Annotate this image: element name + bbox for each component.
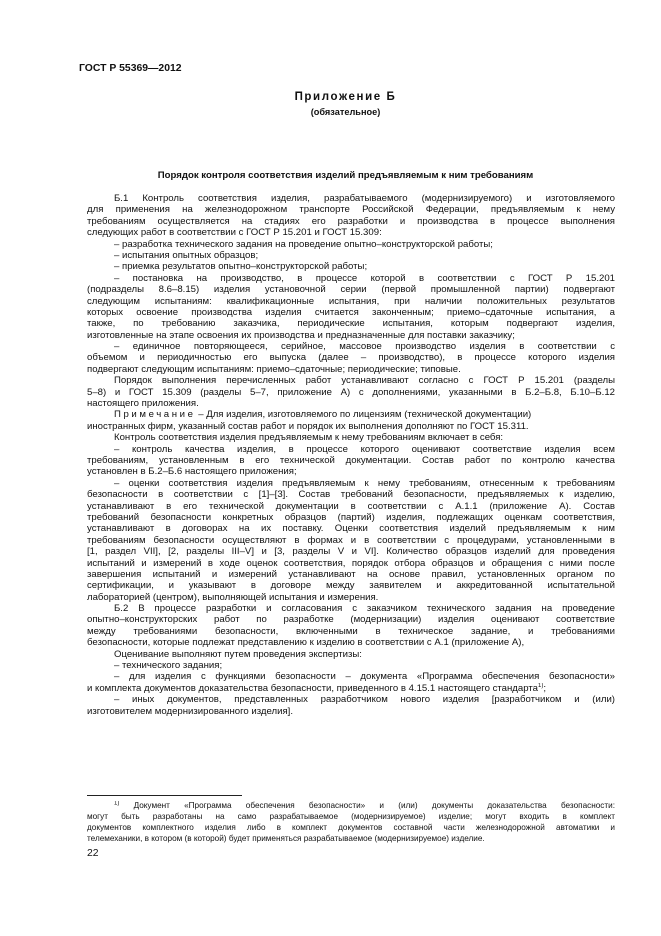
text-line: лабораторией (центром), выполняющей испытания и измерения. bbox=[87, 591, 379, 603]
text-line: требованиям, установленным в его технической документации. Состав работ по контролю качества bbox=[87, 454, 615, 466]
footnote bbox=[87, 801, 615, 845]
text-line: требованиям безопасности осуществляют в формах и в соответствии с процедурами, установленными в bbox=[87, 534, 615, 546]
text-line: настоящего приложения. bbox=[87, 398, 199, 410]
footnote-text: Документ «Программа обеспечения безопасности» и (или) документы доказательства безопасности: bbox=[119, 801, 615, 810]
text-line: опытно–конструкторских работ по разработке (модернизации) изделия оценивают соответствие bbox=[87, 614, 615, 626]
list-item: – технического задания; bbox=[114, 660, 223, 672]
text-line: изготовленные на этапе освоения их производства и предназначенные для поставки заказчику; bbox=[87, 329, 515, 341]
note-label: Примечание bbox=[114, 409, 196, 421]
text-line: следующим испытаниям: квалификационные испытания, при наличии положительных результатов bbox=[87, 295, 615, 307]
text-line-end: ; bbox=[543, 682, 547, 694]
footnote-separator bbox=[87, 795, 242, 796]
text-line: Б.1 Контроль соответствия изделия, разрабатываемого (модернизируемого) и изготовляемого bbox=[114, 193, 615, 204]
text-line: устанавливают в договорах на их поставку. Оценки соответствия изделий предъявляемым к ним bbox=[87, 523, 615, 535]
list-item: – приемка результатов опытно–конструкторской работы; bbox=[114, 261, 368, 273]
text-line: изготовителем модернизированного изделия]. bbox=[87, 705, 294, 717]
list-item: – оценки соответствия изделия предъявляемым к нему требованиям, отнесенным к требованиям bbox=[114, 477, 615, 489]
text-line: требованиям осуществляется на стадиях его разработки и производства в процессе выполнения bbox=[87, 215, 615, 227]
text-line: Б.2 В процессе разработки и согласования с заказчиком технического задания на проведение bbox=[114, 603, 615, 615]
text-line: установлен в Б.2–Б.6 настоящего приложения; bbox=[87, 466, 297, 478]
list-item: – иных документов, представленных разработчиком нового изделия [разработчиком и (или) bbox=[114, 694, 615, 706]
page-number: 22 bbox=[87, 848, 99, 859]
text-line: для применения на железнодорожном транспорте Российской Федерации, предъявляемым к нему bbox=[87, 204, 615, 216]
text-line: завершения испытаний и измерений устанавливают на основе правил, установленных органом по bbox=[87, 568, 615, 580]
note-line bbox=[87, 409, 615, 420]
text-line: Оценивание выполняют путем проведения экспертизы: bbox=[114, 648, 362, 660]
footnote-line: документов комплектного изделия либо в комплект документов составной части железнодорожной автоматики и bbox=[87, 822, 615, 832]
text-line: между требованиями безопасности, включенными в техническое задание, и требованиями bbox=[87, 625, 615, 637]
footnote-line bbox=[87, 801, 615, 812]
list-item: – для изделия с функциями безопасности – документа «Программа обеспечения безопасности» bbox=[114, 671, 615, 683]
text-line-body: и комплекта документов доказательства безопасности, приведенного в 4.15.1 настоящего стандарта bbox=[87, 682, 538, 694]
footnote-line: могут быть разработаны на само разрабатываемое (модернизируемое) изделие; могут входить в комплект bbox=[87, 811, 615, 821]
list-item: – испытания опытных образцов; bbox=[114, 249, 259, 261]
text-line: безопасности, которые подлежат представлению к изделию в соответствии с А.1 (приложение А), bbox=[87, 637, 525, 649]
text-line: Порядок выполнения перечисленных работ устанавливают согласно с ГОСТ Р 15.201 (разделы bbox=[114, 375, 615, 387]
text-line: также, по требованию заказчика, периодические испытания, которым подвергают изделия, bbox=[87, 318, 615, 330]
footnote-marker: 1) bbox=[114, 801, 120, 807]
footnote-ref: 1) bbox=[538, 682, 544, 689]
text-line: безопасности в соответствии с [1]–[3]. Состав требований безопасности, предъявляемых к изделию, bbox=[87, 489, 615, 501]
text-line: объемом и периодичностью его выпуска (далее – производство), в процессе которого изделия bbox=[87, 352, 615, 364]
list-item: – единичное повторяющееся, серийное, массовое производство изделия в соответствии с bbox=[114, 341, 615, 353]
text-line bbox=[87, 683, 615, 694]
list-item: – постановка на производство, в процессе которой в соответствии с ГОСТ Р 15.201 bbox=[114, 272, 615, 284]
footnote-line: телемеханики, в котором (в которой) будет применяться разрабатываемое (модернизируемое) изделие. bbox=[87, 833, 485, 843]
text-line: Контроль соответствия изделия предъявляемым к нему требованиям включает в себя: bbox=[114, 432, 504, 444]
text-line: следующих работ в соответствии с ГОСТ Р 15.201 и ГОСТ 15.309: bbox=[87, 227, 382, 239]
text-line: подвергают следующим испытаниям: приемо–сдаточные; периодические; типовые. bbox=[87, 363, 461, 375]
text-line: 5–8) и ГОСТ 15.309 (разделы 5–7, приложение А) с дополнениями, указанными в Б.2–Б.8, Б.10–Б.12 bbox=[87, 386, 615, 398]
list-item: – контроль качества изделия, в процессе которого оценивают соответствие изделия всем bbox=[114, 443, 615, 455]
appendix-title: Приложение Б bbox=[294, 91, 397, 103]
text-line: устанавливают в его технической документации в соответствии с А.1.1 (приложение А). Состав bbox=[87, 500, 615, 512]
body-text bbox=[87, 193, 615, 717]
text-line: сертификации, и указывают в договоре между заявителем и аккредитованной испытательной bbox=[87, 580, 615, 592]
text-line: (подразделы 8.6–8.15) изделия установочной серии (первой промышленной партии) подвергают bbox=[87, 284, 615, 296]
section-title: Порядок контроля соответствия изделий предъявляемым к ним требованиям bbox=[157, 170, 534, 181]
document-code-header: ГОСТ Р 55369—2012 bbox=[79, 63, 182, 74]
text-line: требований безопасности конкретных образцов (партий) изделия, подлежащих оценкам соответствия, bbox=[87, 511, 615, 523]
note-text: – Для изделия, изготовляемого по лицензиям (технической документации) bbox=[195, 409, 532, 421]
text-line: [1, раздел VII], [2, разделы III–V] и [3, разделы V и VI]. Количество образцов изделий для проведения bbox=[87, 546, 615, 558]
text-line: которых освоение производства изделия считается законченным; приемо–сдаточные испытания, а bbox=[87, 306, 615, 318]
list-item: – разработка технического задания на проведение опытно–конструкторской работы; bbox=[114, 238, 493, 250]
appendix-subtitle: (обязательное) bbox=[310, 107, 381, 117]
note-line: иностранных фирм, указанный состав работ и порядок их выполнения дополняют по ГОСТ 15.311. bbox=[87, 420, 529, 432]
text-line: испытаний и измерений в ходе оценок соответствия, порядок отбора образцов и обращения с ними после bbox=[87, 557, 615, 569]
